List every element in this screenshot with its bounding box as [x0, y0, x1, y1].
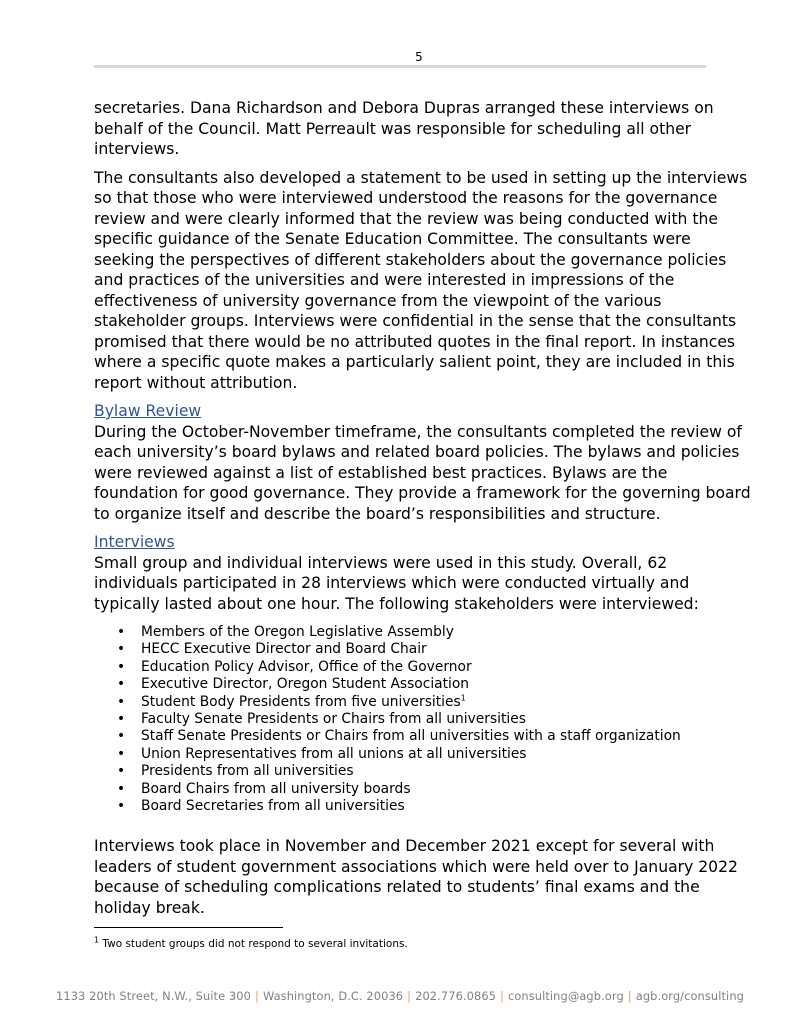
page-number: 5 — [415, 50, 423, 64]
list-item: • Student Body Presidents from five universities$^1$ — [117, 693, 466, 710]
list-item: • Union Representatives from all unions at all universities — [117, 745, 527, 762]
bullet-icon: • — [117, 641, 126, 658]
footnote-text: Two student groups did not respond to several invitations. — [99, 938, 408, 950]
footnote-marker: 1 — [94, 935, 100, 945]
footnote — [94, 937, 714, 951]
bullet-icon: • — [117, 676, 126, 693]
list-item: • HECC Executive Director and Board Chair — [117, 641, 427, 658]
footer-separator: | — [500, 989, 504, 1003]
footer-separator: | — [255, 989, 259, 1003]
footer-separator: | — [627, 989, 632, 1003]
bylaw-review-text: During the October-November timeframe, the consultants completed the review of each university’s board bylaws and related board policies. The bylaws and policies were reviewed against a list of established best practices. Bylaws are the foundation for good governance. They provide a framework for the governing board to organize itself and describe the board’s responsibilities and structure. — [94, 422, 751, 523]
list-item: • Board Chairs from all university boards — [117, 780, 411, 797]
footer-address: 1133 20th Street, N.W., Suite 300 — [56, 989, 251, 1003]
header-rule — [94, 65, 706, 68]
stakeholder-list — [94, 624, 754, 815]
interviews-intro: Small group and individual interviews were used in this study. Overall, 62 individuals participated in 28 interviews which were conducted virtually and typically lasted about one hour. The following stakeholders were interviewed: — [94, 553, 699, 613]
bylaw-review-heading: Bylaw Review — [94, 402, 202, 420]
footnote-rule — [94, 927, 283, 928]
bullet-icon: • — [117, 658, 126, 675]
interviews-closing: Interviews took place in November and December 2021 except for several with leaders of student government associations which were held over to January 2022 because of scheduling complications related to students’ final exams and the holiday break. — [94, 837, 738, 917]
list-item: • Presidents from all universities — [117, 763, 354, 780]
list-item: • Board Secretaries from all universities — [117, 798, 405, 815]
interviews-heading: Interviews — [94, 533, 175, 551]
list-item: • Members of the Oregon Legislative Assembly — [117, 624, 454, 640]
bullet-icon: • — [117, 728, 126, 745]
page-footer — [0, 989, 800, 1003]
main-content — [94, 98, 754, 926]
bullet-icon: • — [117, 711, 126, 728]
paragraph-secretaries: secretaries. Dana Richardson and Debora Dupras arranged these interviews on behalf of the Council. Matt Perreault was responsible for scheduling all other interviews. — [94, 99, 714, 158]
paragraph-statement: The consultants also developed a statement to be used in setting up the interviews so that those who were interviewed understood the reasons for the governance review and were clearly informed that the review was being conducted with the specific guidance of the Senate Education Committee. The consultants were seeking the perspectives of different stakeholders about the governance policies and practices of the universities and were interested in impressions of the effectiveness of university governance from the viewpoint of the various stakeholder groups. Interviews were confidential in the sense that the consultants promised that there would be no attributed quotes in the final report. In instances where a specific quote makes a particularly salient point, they are included in this report without attribution. — [94, 168, 748, 392]
footer-separator: | — [407, 989, 412, 1003]
list-item: • Faculty Senate Presidents or Chairs from all universities — [117, 711, 526, 728]
bullet-icon: • — [117, 624, 126, 640]
footer-phone: 202.776.0865 — [415, 989, 497, 1003]
footer-email[interactable]: consulting@agb.org — [507, 989, 624, 1003]
bullet-icon: • — [117, 798, 126, 815]
bullet-icon: • — [117, 693, 126, 710]
list-item: • Staff Senate Presidents or Chairs from all universities with a staff organization — [117, 728, 681, 745]
bullet-icon: • — [117, 763, 126, 780]
footnote-reference[interactable]: 1 — [460, 693, 466, 703]
list-item: • Executive Director, Oregon Student Association — [117, 676, 470, 693]
list-item: • Education Policy Advisor, Office of the Governor — [117, 658, 472, 675]
bullet-icon: • — [117, 745, 126, 762]
footer-city: Washington, D.C. 20036 — [262, 989, 404, 1003]
bullet-icon: • — [117, 780, 126, 797]
footer-web[interactable]: agb.org/consulting — [635, 989, 744, 1003]
